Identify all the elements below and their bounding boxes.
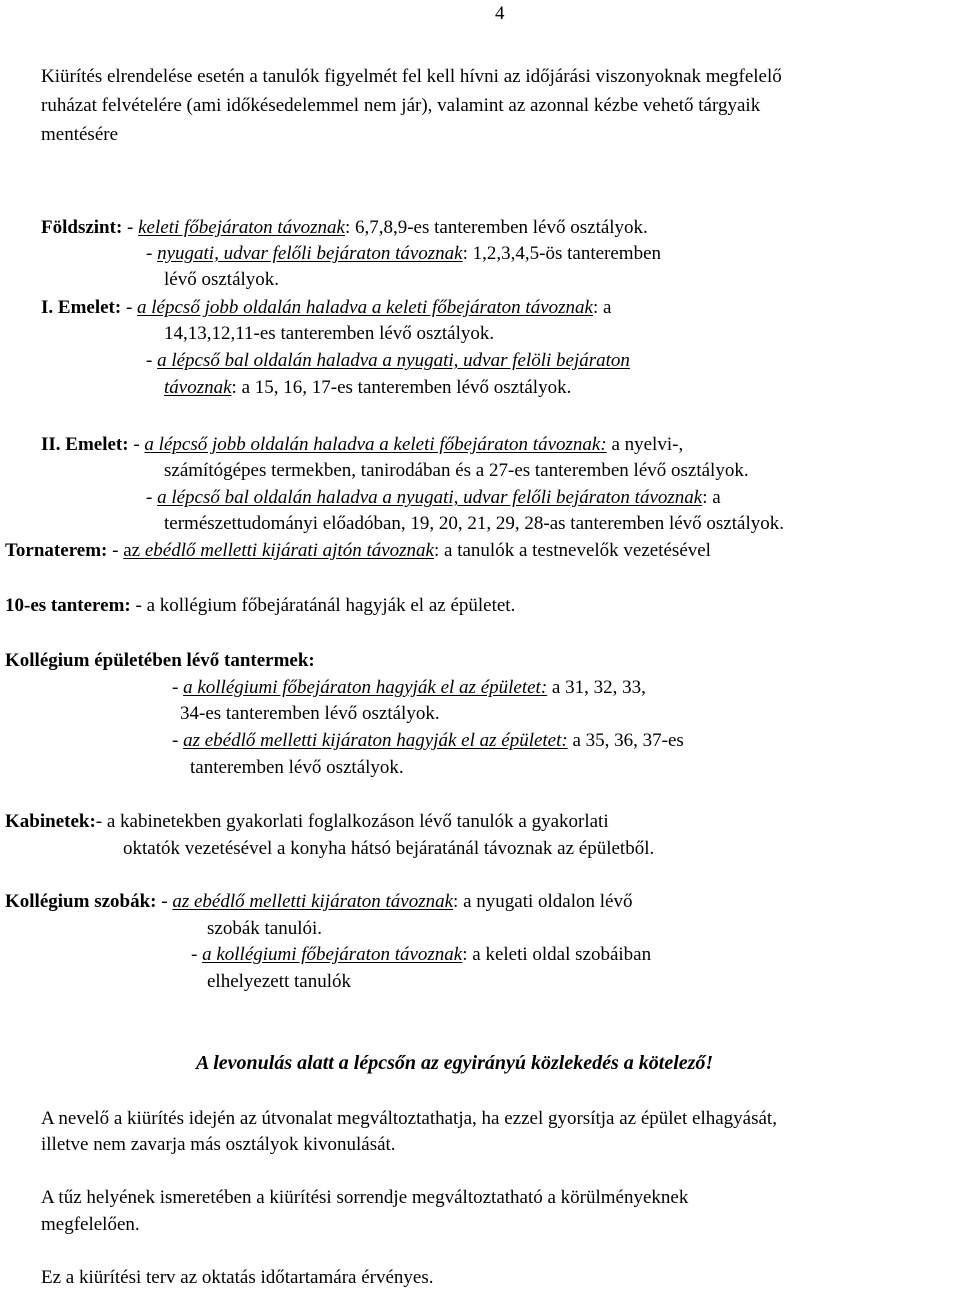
tanterem10-line: 10-es tanterem: - a kollégium főbejáratánál hagyják el az épületet.	[5, 595, 516, 616]
kollegium-szobak-line-3: - a kollégiumi főbejáraton távoznak: a keleti oldal szobáiban	[191, 944, 652, 965]
kabinetek-line-2: oktatók vezetésével a konyha hátsó bejáratánál távoznak az épületből.	[123, 838, 655, 859]
page-number: 4	[495, 3, 505, 24]
route-jobb-oldal-2: a lépcső jobb oldalán haladva a keleti főbejáraton távoznak:	[144, 434, 607, 455]
foldszint-line-3: lévő osztályok.	[164, 269, 280, 290]
kollegium-epulet-line-4: tanteremben lévő osztályok.	[190, 757, 404, 778]
kollegium-epulet-line-3: - az ebédlő melletti kijáraton hagyják el az épületet: a 35, 36, 37-es	[172, 730, 684, 751]
emelet2-line-2: számítógépes termekben, tanirodában és a 27-es tanteremben lévő osztályok.	[164, 460, 749, 481]
intro-line-3: mentésére	[41, 124, 119, 145]
warning-text: A levonulás alatt a lépcsőn az egyirányú közlekedés a kötelező!	[196, 1052, 714, 1074]
emelet1-label: I. Emelet:	[41, 297, 122, 318]
kabinetek-label: Kabinetek:	[5, 811, 96, 832]
emelet1-line-3: - a lépcső bal oldalán haladva a nyugati, udvar felöli bejáraton	[146, 350, 630, 371]
kollegium-epulet-line-1: - a kollégiumi főbejáraton hagyják el az épületet: a 31, 32, 33,	[172, 677, 646, 698]
route-szobak-kollegium: a kollégiumi főbejáraton távoznak	[202, 944, 463, 965]
tornaterem-line: Tornaterem: - az ebédlő melletti kijárati ajtón távoznak: a tanulók a testnevelők vezetésével	[5, 540, 711, 561]
tanterem10-label: 10-es tanterem:	[5, 595, 131, 616]
kollegium-epulet-heading: Kollégium épületében lévő tantermek:	[5, 650, 315, 671]
kabinetek-line-1: Kabinetek:- a kabinetekben gyakorlati foglalkozáson lévő tanulók a gyakorlati	[5, 811, 609, 832]
foldszint-line-2: - nyugati, udvar felőli bejáraton távoznak: 1,2,3,4,5-ös tanteremben	[146, 243, 662, 264]
kollegium-epulet-line-2: 34-es tanteremben lévő osztályok.	[180, 703, 440, 724]
route-ebedlo-kijarat: az ebédlő melletti kijáraton hagyják el az épületet:	[183, 730, 568, 751]
closing-p1-line-1: A nevelő a kiürítés idején az útvonalat megváltoztathatja, ha ezzel gyorsítja az épület elhagyását,	[41, 1108, 777, 1129]
route-ebedlo-ajto: ebédlő melletti kijárati ajtón távoznak	[144, 540, 434, 561]
closing-p3: Ez a kiürítési terv az oktatás időtartamára érvényes.	[41, 1267, 434, 1288]
emelet2-line-1: II. Emelet: - a lépcső jobb oldalán haladva a keleti főbejáraton távoznak: a nyelvi-,	[41, 434, 684, 455]
intro-line-2: ruházat felvételére (ami időkésedelemmel nem jár), valamint az azonnal kézbe vehető tárgyaik	[41, 95, 761, 116]
route-keleti-fobejarat: keleti főbejáraton távoznak	[138, 217, 345, 238]
closing-p1-line-2: illetve nem zavarja más osztályok kivonulását.	[41, 1134, 396, 1155]
intro-line-1: Kiürítés elrendelése esetén a tanulók figyelmét fel kell hívni az időjárási viszonyoknak megfelelő	[41, 66, 782, 87]
emelet1-line-1: I. Emelet: - a lépcső jobb oldalán haladva a keleti főbejáraton távoznak: a	[41, 297, 612, 318]
emelet1-line-2: 14,13,12,11-es tanteremben lévő osztályok.	[164, 323, 495, 344]
emelet2-label: II. Emelet:	[41, 434, 129, 455]
tornaterem-label: Tornaterem:	[5, 540, 108, 561]
closing-p2-line-2: megfelelően.	[41, 1214, 140, 1235]
foldszint-line-1: Földszint: - keleti főbejáraton távoznak: 6,7,8,9-es tanteremben lévő osztályok.	[41, 217, 648, 238]
route-bal-oldal-2: a lépcső bal oldalán haladva a nyugati, udvar felőli bejáraton távoznak	[157, 487, 703, 508]
foldszint-label: Földszint:	[41, 217, 123, 238]
kollegium-szobak-line-2: szobák tanulói.	[207, 918, 323, 939]
route-kollegium-fobejarat: a kollégiumi főbejáraton hagyják el az épületet:	[183, 677, 548, 698]
emelet2-line-4: természettudományi előadóban, 19, 20, 21, 29, 28-as tanteremben lévő osztályok.	[164, 513, 784, 534]
route-jobb-oldal: a lépcső jobb oldalán haladva a keleti főbejáraton távoznak	[137, 297, 593, 318]
emelet1-line-4: távoznak: a 15, 16, 17-es tanteremben lévő osztályok.	[164, 377, 572, 398]
emelet2-line-3: - a lépcső bal oldalán haladva a nyugati, udvar felőli bejáraton távoznak: a	[146, 487, 721, 508]
route-szobak-ebedlo: az ebédlő melletti kijáraton távoznak	[172, 891, 454, 912]
route-nyugati-bejarat: nyugati, udvar felőli bejáraton távoznak	[157, 243, 463, 264]
kollegium-szobak-label: Kollégium szobák:	[5, 891, 157, 912]
kollegium-szobak-line-4: elhelyezett tanulók	[207, 971, 352, 992]
route-bal-oldal: a lépcső bal oldalán haladva a nyugati, udvar felöli bejáraton	[157, 350, 630, 371]
closing-p2-line-1: A tűz helyének ismeretében a kiürítési sorrendje megváltoztatható a körülményeknek	[41, 1187, 689, 1208]
kollegium-szobak-line-1: Kollégium szobák: - az ebédlő melletti kijáraton távoznak: a nyugati oldalon lévő	[5, 891, 633, 912]
